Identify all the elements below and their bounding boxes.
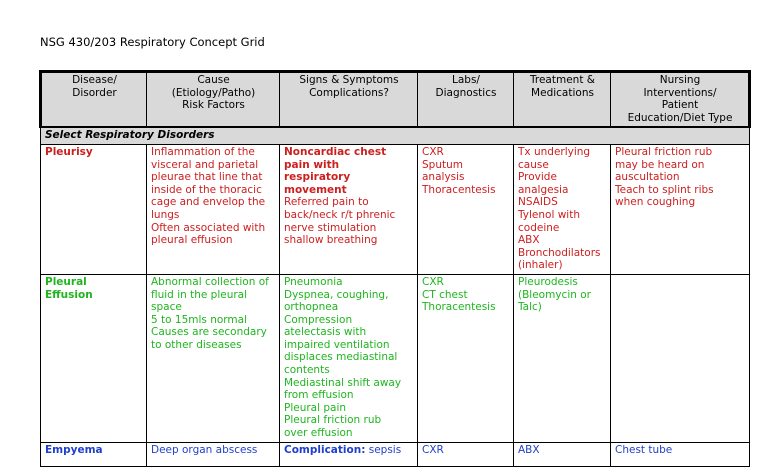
- cell-cause: Abnormal collection of fluid in the pleural space 5 to 15mls normal Causes are secondary to other diseases: [147, 274, 280, 442]
- section-label: Select Respiratory Disorders: [41, 127, 750, 144]
- cell-labs: CXR: [418, 442, 514, 466]
- header-row: [41, 72, 750, 128]
- header-signs: Signs & Symptoms Complications?: [280, 72, 418, 128]
- cell-labs: CXR Sputum analysis Thoracentesis: [418, 144, 514, 274]
- cell-nursing: Chest tube: [611, 442, 750, 466]
- cell-labs: CXR CT chest Thoracentesis: [418, 274, 514, 442]
- cell-nursing: Pleural friction rub may be heard on auscultation Teach to splint ribs when coughing: [611, 144, 750, 274]
- table-row-pleurisy: [41, 144, 750, 274]
- concept-grid-table: [39, 70, 751, 467]
- cell-nursing: [611, 274, 750, 442]
- header-disease: Disease/ Disorder: [41, 72, 147, 128]
- table-row-pleural-effusion: [41, 274, 750, 442]
- cell-cause: Inflammation of the visceral and parietal pleurae that line that inside of the thoracic cage and envelop the lungs Often associated with pleural effusion: [147, 144, 280, 274]
- section-row: [41, 127, 750, 144]
- document-title: NSG 430/203 Respiratory Concept Grid: [40, 35, 265, 49]
- cell-signs: Noncardiac chest pain with respiratory movement Referred pain to back/neck r/t phrenic nerve stimulation shallow breathing: [280, 144, 418, 274]
- cell-treatment: Pleurodesis (Bleomycin or Talc): [514, 274, 611, 442]
- header-nursing: Nursing Interventions/ Patient Education/Diet Type: [611, 72, 750, 128]
- header-labs: Labs/ Diagnostics: [418, 72, 514, 128]
- cell-signs: Pneumonia Dyspnea, coughing, orthopnea Compression atelectasis with impaired ventilation displaces mediastinal contents Mediastinal shift away from effusion Pleural pain Pleural friction rub over effusion: [280, 274, 418, 442]
- cell-cause: Deep organ abscess: [147, 442, 280, 466]
- table-row-empyema: [41, 442, 750, 466]
- cell-treatment: Tx underlying cause Provide analgesia NSAIDS Tylenol with codeine ABX Bronchodilators (inhaler): [514, 144, 611, 274]
- cell-disease: Pleurisy: [41, 144, 147, 274]
- cell-signs: Complication: sepsis: [280, 442, 418, 466]
- cell-treatment: ABX: [514, 442, 611, 466]
- header-treatment: Treatment & Medications: [514, 72, 611, 128]
- cell-disease: Pleural Effusion: [41, 274, 147, 442]
- header-cause: Cause (Etiology/Patho) Risk Factors: [147, 72, 280, 128]
- cell-disease: Empyema: [41, 442, 147, 466]
